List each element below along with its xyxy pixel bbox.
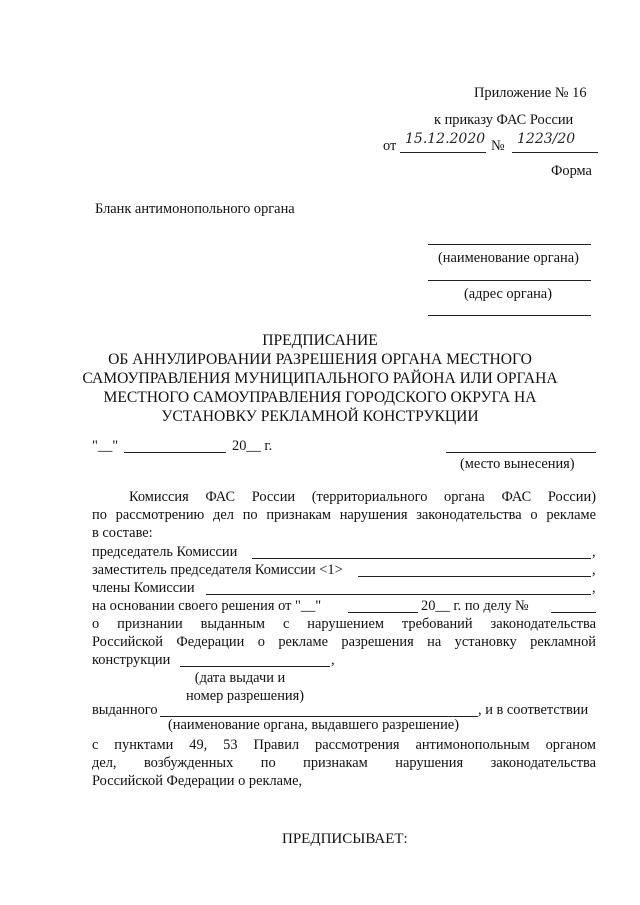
deputy-label: заместитель председателя Комиссии <1>: [92, 562, 343, 578]
order-date-handwritten: 15.12.2020: [405, 131, 486, 147]
recognition-line-3: конструкции: [92, 652, 171, 668]
permit-line: [180, 666, 330, 667]
basis-text: на основании своего решения от "__": [92, 598, 322, 614]
order-number-handwritten: 1223/20: [517, 131, 576, 147]
heading-line-5: УСТАНОВКУ РЕКЛАМНОЙ КОНСТРУКЦИИ: [161, 408, 479, 425]
body-p1-line-3: в составе:: [92, 525, 153, 541]
rules-line-2: дел, возбужденных по признакам нарушения законодательства: [92, 755, 596, 771]
org-name-caption: (наименование органа): [438, 250, 579, 266]
chair-comma: ,: [592, 544, 596, 560]
rules-line-3: Российской Федерации о рекламе,: [92, 773, 303, 789]
place-line: [446, 452, 596, 453]
order-number-line: [512, 152, 598, 153]
recognition-line-1: о признании выданным с нарушением требований законодательства: [92, 616, 596, 632]
heading-line-4: МЕСТНОГО САМОУПРАВЛЕНИЯ ГОРОДСКОГО ОКРУГА НА: [103, 389, 537, 406]
order-number-label: №: [491, 138, 505, 154]
org-name-line: [428, 244, 591, 245]
order-reference: к приказу ФАС России: [434, 112, 574, 128]
heading-line-2: ОБ АННУЛИРОВАНИИ РАЗРЕШЕНИЯ ОРГАНА МЕСТНОГО: [108, 351, 532, 368]
basis-year-text: 20__ г. по делу №: [421, 598, 529, 614]
org-address-caption: (адрес органа): [464, 286, 552, 302]
permit-caption-1: (дата выдачи и: [194, 670, 286, 686]
permit-comma: ,: [331, 652, 335, 668]
place-caption: (место вынесения): [460, 456, 575, 472]
form-label: Форма: [551, 163, 592, 179]
permit-caption-2: номер разрешения): [185, 688, 305, 704]
org-extra-line: [428, 315, 591, 316]
heading-line-1: ПРЕДПИСАНИЕ: [262, 332, 378, 349]
issuer-caption: (наименование органа, выдавшего разрешение): [168, 717, 459, 733]
blank-label: Бланк антимонопольного органа: [95, 201, 295, 217]
basis-month-line: [348, 612, 418, 613]
date-year-placeholder: 20__ г.: [232, 438, 273, 454]
heading-line-3: САМОУПРАВЛЕНИЯ МУНИЦИПАЛЬНОГО РАЙОНА ИЛИ ОРГАНА: [82, 370, 558, 387]
issued-label: выданного: [92, 702, 158, 718]
date-day-placeholder: "__": [92, 438, 119, 454]
recognition-line-2: Российской Федерации о рекламе разрешения на установку рекламной: [92, 634, 596, 650]
members-comma: ,: [592, 580, 596, 596]
org-address-line: [428, 280, 591, 281]
deputy-comma: ,: [592, 562, 596, 578]
accordance-text: , и в соответствии: [478, 702, 589, 718]
case-number-line: [551, 612, 596, 613]
deputy-line: [358, 576, 591, 577]
appendix-title: Приложение № 16: [474, 85, 587, 101]
chair-line: [252, 558, 591, 559]
members-line: [206, 594, 591, 595]
rules-line-1: с пунктами 49, 53 Правил рассмотрения антимонопольным органом: [92, 737, 596, 753]
order-date-line: [400, 152, 486, 153]
body-p1-line-2: по рассмотрению дел по признакам нарушения законодательства о рекламе: [92, 507, 596, 523]
order-from-label: от: [383, 138, 397, 154]
date-month-line: [124, 452, 226, 453]
members-label: члены Комиссии: [92, 580, 195, 596]
body-p1-line-1: Комиссия ФАС России (территориального органа ФАС России): [129, 489, 596, 505]
chair-label: председатель Комиссии: [92, 544, 238, 560]
prescribes-heading: ПРЕДПИСЫВАЕТ:: [282, 831, 408, 847]
